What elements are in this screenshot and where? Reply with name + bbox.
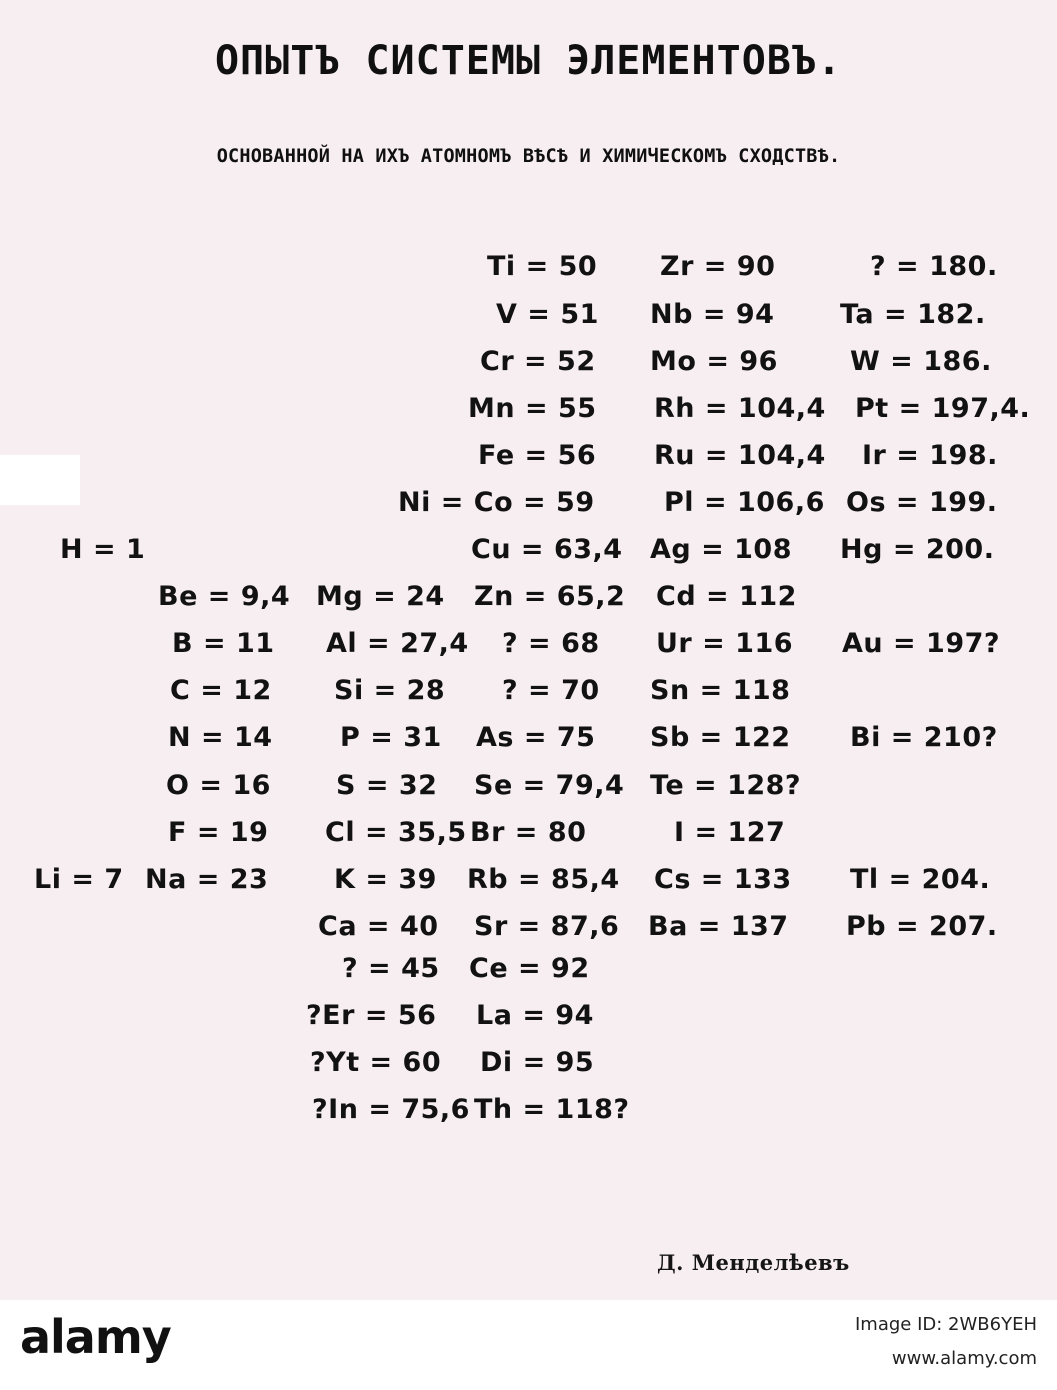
element-entry: S = 32 xyxy=(336,770,438,801)
element-entry: Pt = 197,4. xyxy=(855,393,1031,424)
element-entry: O = 16 xyxy=(166,770,271,801)
element-entry: Nb = 94 xyxy=(650,299,775,330)
element-entry: ? = 70 xyxy=(502,675,600,706)
alamy-logo: alamy xyxy=(20,1310,171,1364)
element-entry: Ir = 198. xyxy=(862,440,998,471)
element-entry: Ba = 137 xyxy=(648,911,789,942)
element-entry: Di = 95 xyxy=(480,1047,595,1078)
element-entry: C = 12 xyxy=(170,675,272,706)
element-entry: Cl = 35,5 xyxy=(325,817,467,848)
element-entry: Te = 128? xyxy=(650,770,802,801)
element-entry: ?Yt = 60 xyxy=(310,1047,442,1078)
element-entry: Sn = 118 xyxy=(650,675,791,706)
element-entry: Rb = 85,4 xyxy=(467,864,620,895)
element-entry: Rh = 104,4 xyxy=(654,393,826,424)
element-entry: ? = 68 xyxy=(502,628,600,659)
element-entry: Zr = 90 xyxy=(660,251,776,282)
element-entry: H = 1 xyxy=(60,534,146,565)
element-entry: Cd = 112 xyxy=(656,581,797,612)
element-entry: Br = 80 xyxy=(470,817,587,848)
element-entry: ? = 180. xyxy=(870,251,998,282)
element-entry: K = 39 xyxy=(334,864,437,895)
element-entry: Ti = 50 xyxy=(487,251,598,282)
element-entry: Zn = 65,2 xyxy=(474,581,626,612)
element-entry: Ni = Co = 59 xyxy=(398,487,595,518)
element-entry: Sr = 87,6 xyxy=(474,911,620,942)
document-title: ОПЫТЪ СИСТЕМЫ ЭЛЕМЕНТОВЪ. xyxy=(214,38,843,84)
element-entry: Ce = 92 xyxy=(469,953,590,984)
element-entry: Ta = 182. xyxy=(840,299,986,330)
signature: Д. Менделѣевъ xyxy=(657,1250,850,1275)
element-entry: Si = 28 xyxy=(334,675,446,706)
element-entry: Th = 118? xyxy=(474,1094,630,1125)
element-entry: Be = 9,4 xyxy=(158,581,291,612)
element-entry: Cs = 133 xyxy=(654,864,792,895)
element-entry: Na = 23 xyxy=(145,864,269,895)
document-subtitle: ОСНОВАННОЙ НА ИХЪ АТОМНОМЪ ВѢСѢ И ХИМИЧЕСКОМЪ СХОДСТВѢ. xyxy=(216,146,841,167)
element-entry: Mo = 96 xyxy=(650,346,778,377)
element-entry: Bi = 210? xyxy=(850,722,998,753)
element-entry: Ur = 116 xyxy=(656,628,794,659)
element-entry: Ru = 104,4 xyxy=(654,440,826,471)
element-entry: Ca = 40 xyxy=(318,911,439,942)
element-entry: ?Er = 56 xyxy=(306,1000,437,1031)
element-entry: F = 19 xyxy=(168,817,269,848)
element-entry: Cr = 52 xyxy=(480,346,596,377)
element-entry: Au = 197? xyxy=(842,628,1001,659)
element-entry: Tl = 204. xyxy=(850,864,991,895)
element-entry: ? = 45 xyxy=(342,953,440,984)
element-entry: V = 51 xyxy=(496,299,599,330)
element-entry: Hg = 200. xyxy=(840,534,995,565)
element-entry: P = 31 xyxy=(340,722,442,753)
element-entry: Ag = 108 xyxy=(650,534,793,565)
element-entry: La = 94 xyxy=(476,1000,594,1031)
element-entry: Mg = 24 xyxy=(316,581,445,612)
paper-patch xyxy=(0,455,80,505)
element-entry: Cu = 63,4 xyxy=(471,534,623,565)
image-id: Image ID: 2WB6YEH xyxy=(854,1314,1037,1335)
element-entry: Se = 79,4 xyxy=(474,770,625,801)
element-entry: N = 14 xyxy=(168,722,273,753)
site-url: www.alamy.com xyxy=(891,1348,1037,1369)
element-entry: ?In = 75,6 xyxy=(312,1094,470,1125)
element-entry: Pl = 106,6 xyxy=(664,487,825,518)
element-entry: Pb = 207. xyxy=(846,911,998,942)
element-entry: Al = 27,4 xyxy=(326,628,469,659)
element-entry: I = 127 xyxy=(674,817,786,848)
element-entry: W = 186. xyxy=(850,346,992,377)
element-entry: Li = 7 xyxy=(34,864,124,895)
element-entry: As = 75 xyxy=(476,722,596,753)
element-entry: Mn = 55 xyxy=(468,393,597,424)
element-entry: Fe = 56 xyxy=(478,440,597,471)
element-entry: Sb = 122 xyxy=(650,722,791,753)
element-entry: B = 11 xyxy=(172,628,275,659)
element-entry: Os = 199. xyxy=(846,487,998,518)
